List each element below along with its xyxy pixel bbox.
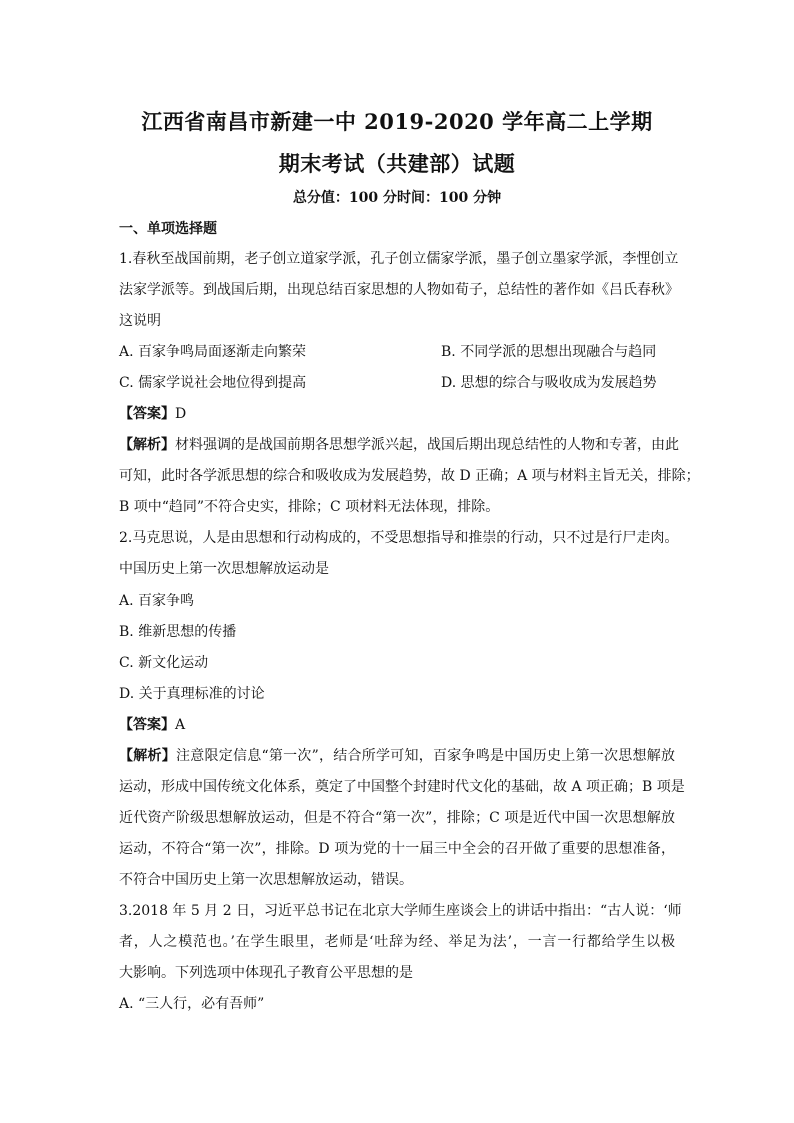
q1-stem-line2: 法家学派等。到战国后期，出现总结百家思想的人物如荀子，总结性的著作如《吕氏春秋》 bbox=[119, 282, 679, 298]
q2-analysis-line2: 运动，形成中国传统文化体系，奠定了中国整个封建时代文化的基础，故 A 项正确；B 项是 bbox=[119, 779, 685, 795]
q2-option-d: D. 关于真理标准的讨论 bbox=[119, 686, 265, 702]
q1-answer bbox=[119, 405, 186, 423]
document-title-line2: 期末考试（共建部）试题 bbox=[278, 151, 516, 176]
q2-analysis-line1 bbox=[119, 747, 675, 765]
q2-answer bbox=[119, 716, 185, 734]
q2-stem-line2: 中国历史上第一次思想解放运动是 bbox=[119, 561, 329, 577]
q3-option-a: A. “三人行，必有吾师” bbox=[119, 996, 265, 1012]
q2-answer-value: A bbox=[175, 717, 186, 733]
q3-stem-line1: 3.2018 年 5 月 2 日，习近平总书记在北京大学师生座谈会上的讲话中指出：“古人说：‘师 bbox=[119, 903, 682, 919]
q2-option-a: A. 百家争鸣 bbox=[119, 593, 195, 609]
q1-analysis-label: 【解析】 bbox=[119, 437, 175, 453]
q2-analysis-line5: 不符合中国历史上第一次思想解放运动，错误。 bbox=[119, 872, 413, 888]
q2-option-b: B. 维新思想的传播 bbox=[119, 624, 237, 640]
q1-answer-value: D bbox=[175, 406, 187, 422]
q2-analysis-line4: 运动，不符合“第一次”，排除。D 项为党的十一届三中全会的召开做了重要的思想准备， bbox=[119, 841, 675, 857]
q2-stem-line1: 2.马克思说，人是由思想和行动构成的，不受思想指导和推崇的行动，只不过是行尸走肉。 bbox=[119, 530, 679, 546]
q2-answer-label: 【答案】 bbox=[119, 717, 175, 733]
q1-option-b: B. 不同学派的思想出现融合与趋同 bbox=[441, 344, 657, 360]
q3-stem-line3: 大影响。下列选项中体现孔子教育公平思想的是 bbox=[119, 965, 413, 981]
score-time-info: 总分值：100 分时间：100 分钟 bbox=[292, 190, 502, 206]
q3-stem-line2: 者，人之模范也。’在学生眼里，老师是‘吐辞为经、举足为法’，一言一行都给学生以极 bbox=[119, 934, 675, 950]
q1-analysis-line3: B 项中“趋同”不符合史实，排除；C 项材料无法体现，排除。 bbox=[119, 499, 500, 515]
document-title-line1: 江西省南昌市新建一中 2019-2020 学年高二上学期 bbox=[141, 109, 653, 134]
q2-analysis-line3: 近代资产阶级思想解放运动，但是不符合“第一次”，排除；C 项是近代中国一次思想解放 bbox=[119, 810, 675, 826]
q1-answer-label: 【答案】 bbox=[119, 406, 175, 422]
section-heading: 一、单项选择题 bbox=[119, 221, 217, 237]
q1-stem-line3: 这说明 bbox=[119, 313, 161, 329]
q1-option-c: C. 儒家学说社会地位得到提高 bbox=[119, 375, 307, 391]
q1-option-a: A. 百家争鸣局面逐渐走向繁荣 bbox=[119, 344, 307, 360]
q2-analysis-text1: 注意限定信息“第一次”，结合所学可知，百家争鸣是中国历史上第一次思想解放 bbox=[176, 748, 676, 764]
q1-analysis-line1 bbox=[119, 436, 679, 454]
q2-analysis-label: 【解析】 bbox=[119, 748, 176, 764]
q2-option-c: C. 新文化运动 bbox=[119, 655, 209, 671]
q1-stem-line1: 1.春秋至战国前期，老子创立道家学派，孔子创立儒家学派，墨子创立墨家学派，李悝创立 bbox=[119, 251, 679, 267]
q1-analysis-text1: 材料强调的是战国前期各思想学派兴起，战国后期出现总结性的人物和专著，由此 bbox=[175, 437, 679, 453]
q1-option-d: D. 思想的综合与吸收成为发展趋势 bbox=[441, 375, 657, 391]
q1-analysis-line2: 可知，此时各学派思想的综合和吸收成为发展趋势，故 D 正确；A 项与材料主旨无关，排除； bbox=[119, 468, 700, 484]
